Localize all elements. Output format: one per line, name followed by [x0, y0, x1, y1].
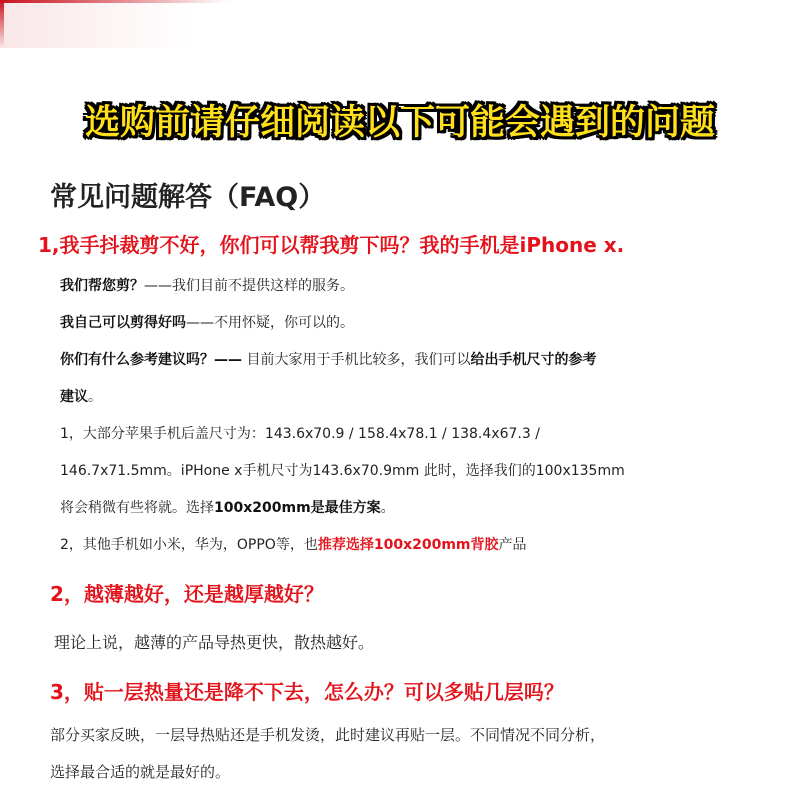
- answer-1-line-3-bold-2: 给出手机尺寸的参考: [470, 352, 597, 368]
- answer-1-line-4-text: 。: [88, 389, 102, 405]
- page-title-banner: 选购前请仔细阅读以下可能会遇到的问题: [84, 103, 715, 143]
- answer-1-line-3-text: 目前大家用于手机比较多，我们可以: [242, 352, 471, 368]
- answer-1-line-8-text: 2，其他手机如小米，华为，OPPO等，也: [60, 537, 318, 553]
- faq-title: 常见问题解答（FAQ）: [50, 182, 326, 213]
- question-1-heading: 1,我手抖裁剪不好，你们可以帮我剪下吗？我的手机是iPhone x.: [38, 233, 625, 257]
- answer-1-line-7-end: 。: [380, 500, 395, 516]
- answer-1-line-2-bold: 我自己可以剪得好吗: [60, 315, 186, 331]
- answer-1-line-2-text: ——不用怀疑，你可以的。: [186, 315, 354, 331]
- answer-1-line-1-bold: 我们帮您剪？: [60, 278, 144, 294]
- answer-1-line-4-bold: 建议: [60, 389, 88, 405]
- answer-1-line-4: [60, 387, 102, 407]
- question-3-heading: 3，贴一层热量还是降不下去，怎么办？可以多贴几层吗？: [50, 680, 564, 704]
- answer-1-line-8: [60, 535, 527, 555]
- answer-1-line-3-bold: 你们有什么参考建议吗？——: [60, 352, 242, 368]
- answer-1-line-1: [60, 276, 354, 296]
- corner-accent-decoration: [0, 0, 230, 48]
- answer-2-text: 理论上说，越薄的产品导热更快，散热越好。: [54, 633, 375, 652]
- answer-1-line-1-text: ——我们目前不提供这样的服务。: [144, 278, 354, 294]
- answer-1-line-8-highlight: 推荐选择100x200mm背胶: [317, 537, 499, 553]
- answer-1-line-7-bold: 100x200mm是最佳方案: [214, 500, 381, 516]
- answer-1-line-8-end: 产品: [498, 537, 527, 553]
- answer-3-line-2: 选择最合适的就是最好的。: [50, 763, 231, 781]
- answer-1-line-7-text: 将会稍微有些将就。选择: [60, 500, 214, 516]
- answer-1-line-5: 1，大部分苹果手机后盖尺寸为：143.6x70.9 / 158.4x78.1 / 138.4x67.3 /: [60, 426, 540, 442]
- answer-1-line-3: [60, 350, 596, 370]
- question-2-heading: 2，越薄越好，还是越厚越好？: [50, 582, 324, 606]
- answer-1-line-2: [60, 313, 354, 333]
- answer-1-line-7: [60, 498, 395, 518]
- answer-1-line-6: 146.7x71.5mm。iPHone x手机尺寸为143.6x70.9mm 此时，选择我们的100x135mm: [60, 463, 625, 479]
- answer-3-line-1: 部分买家反映，一层导热贴还是手机发烫，此时建议再贴一层。不同情况不同分析，: [50, 726, 606, 744]
